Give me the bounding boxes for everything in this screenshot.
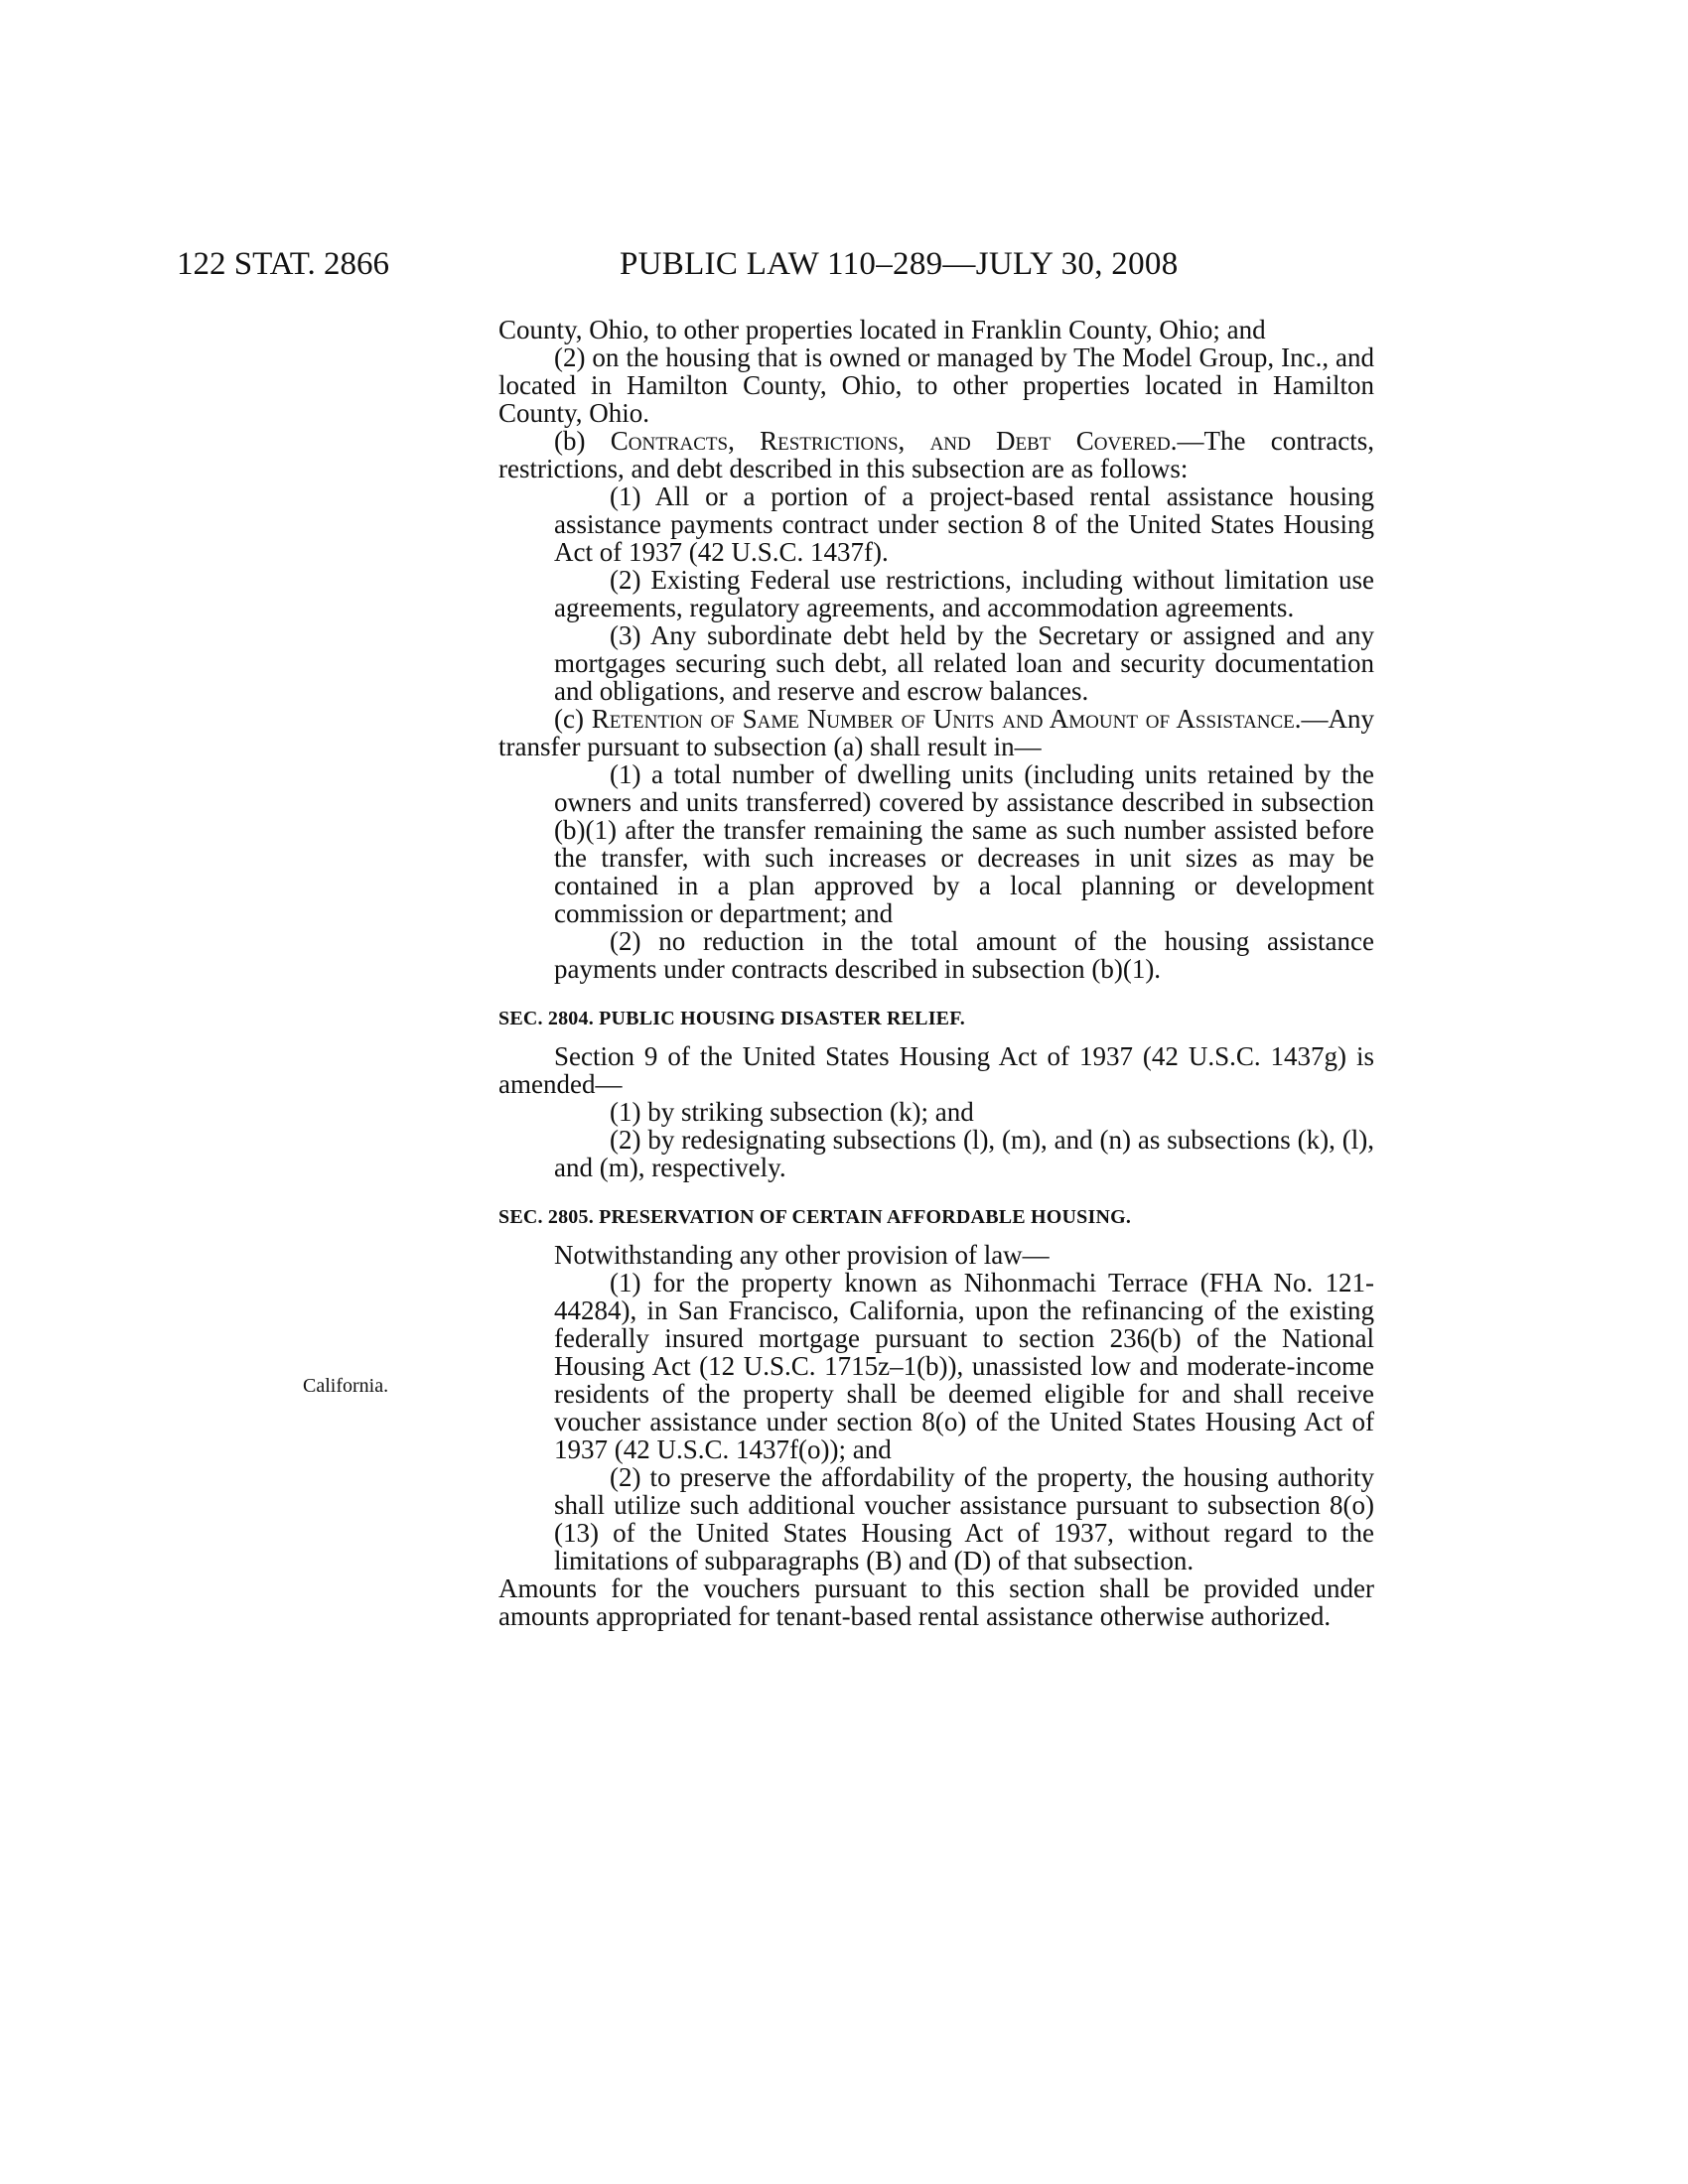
- subsection-c-heading: Retention of Same Number of Units and Amount of Assistance: [591, 704, 1295, 734]
- subsection-c-label: (c): [554, 704, 592, 734]
- statute-page-number: 122 STAT. 2866: [177, 246, 390, 282]
- paragraph-2: (2) on the housing that is owned or managed by The Model Group, Inc., and located in Hamilton County, Ohio, to other properties located in Hamilton County, Ohio.: [498, 342, 1374, 428]
- subsection-b: [498, 427, 1374, 482]
- section-2804-intro: Section 9 of the United States Housing Act of 1937 (42 U.S.C. 1437g) is amended—: [498, 1041, 1374, 1099]
- section-2805-intro: Notwithstanding any other provision of law—: [554, 1240, 1050, 1270]
- section-spacer: [498, 1181, 1374, 1203]
- subsection-c-item-1: (1) a total number of dwelling units (including units retained by the owners and units transferred) covered by assistance described in subsection (b)(1) after the transfer remaining the same as such number assisted before the transfer, with such increases or decreases in unit sizes as may be contained in a plan approved by a local planning or development commission or department; and: [554, 759, 1374, 928]
- section-2804-heading: SEC. 2804. PUBLIC HOUSING DISASTER RELIEF.: [498, 1008, 966, 1029]
- subsection-b-item-3: (3) Any subordinate debt held by the Secretary or assigned and any mortgages securing such debt, all related loan and security documentation and obligations, and reserve and escrow balances.: [554, 620, 1374, 706]
- page-header: [177, 242, 1374, 286]
- section-2805-closing: Amounts for the vouchers pursuant to this section shall be provided under amounts appropriated for tenant-based rental assistance otherwise authorized.: [498, 1573, 1374, 1631]
- running-title: PUBLIC LAW 110–289—JULY 30, 2008: [620, 246, 1179, 282]
- subsection-c: [498, 705, 1374, 760]
- section-2805-heading: SEC. 2805. PRESERVATION OF CERTAIN AFFORDABLE HOUSING.: [498, 1206, 1132, 1228]
- subsection-b-label: (b): [554, 426, 611, 456]
- section-2805-item-2: (2) to preserve the affordability of the property, the housing authority shall utilize such additional voucher assistance pursuant to subsection 8(o)(13) of the United States Housing Act of 1937, without regard to the limitations of subparagraphs (B) and (D) of that subsection.: [554, 1462, 1374, 1575]
- subsection-b-item-2: (2) Existing Federal use restrictions, including without limitation use agreements, regulatory agreements, and accommodation agreements.: [554, 565, 1374, 622]
- margin-note-california: California.: [303, 1375, 389, 1397]
- continuation-paragraph: County, Ohio, to other properties located in Franklin County, Ohio; and: [498, 315, 1266, 344]
- document-body: [498, 316, 1374, 1630]
- section-2805-item-1: (1) for the property known as Nihonmachi Terrace (FHA No. 121-44284), in San Francisco, California, upon the refinancing of the existing federally insured mortgage pursuant to section 236(b) of the National Housing Act (12 U.S.C. 1715z–1(b)), unassisted low and moderate-income residents of the property shall be deemed eligible for and shall receive voucher assistance under section 8(o) of the United States Housing Act of 1937 (42 U.S.C. 1437f(o)); and: [554, 1268, 1374, 1464]
- subsection-b-item-1: (1) All or a portion of a project-based rental assistance housing assistance payments contract under section 8 of the United States Housing Act of 1937 (42 U.S.C. 1437f).: [554, 481, 1374, 567]
- subsection-c-item-2: (2) no reduction in the total amount of the housing assistance payments under contracts described in subsection (b)(1).: [554, 926, 1374, 984]
- subsection-b-heading: Contracts, Restrictions, and Debt Covered: [610, 426, 1171, 456]
- section-2804-item-1: (1) by striking subsection (k); and: [610, 1097, 974, 1127]
- section-2804-item-2: (2) by redesignating subsections (l), (m), and (n) as subsections (k), (l), and (m), respectively.: [554, 1125, 1374, 1182]
- section-spacer: [498, 983, 1374, 1005]
- subsection-b-text: .—The contracts, restrictions, and debt described in this subsection are as follows:: [498, 426, 1374, 483]
- subsection-c-text: .—Any transfer pursuant to subsection (a) shall result in—: [498, 704, 1374, 761]
